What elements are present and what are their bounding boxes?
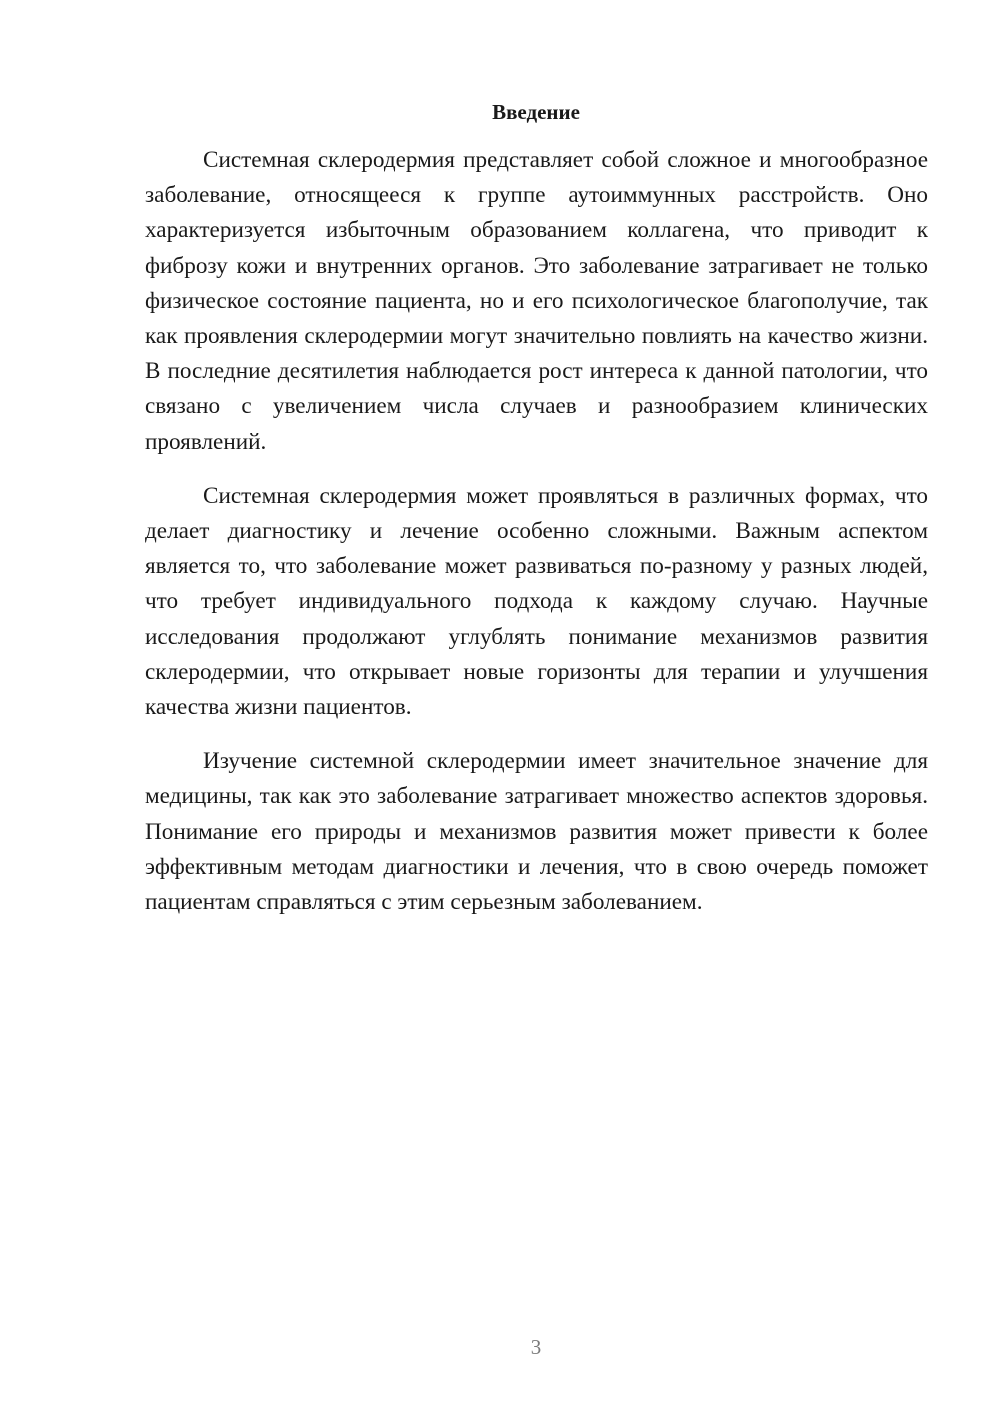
body-text [145, 143, 928, 939]
paragraph-3: Изучение системной склеродермии имеет значительное значение для медицины, так как это заболевание затрагивает множество аспектов здоровья. Понимание его природы и механизмов развития может привести к более эффективным методам диагностики и лечения, что в свою очередь поможет пациентам справляться с этим серьезным заболеванием. [145, 748, 928, 916]
section-heading: Введение [492, 100, 580, 124]
paragraph-2: Системная склеродермия может проявляться в различных формах, что делает диагностику и лечение особенно сложными. Важным аспектом является то, что заболевание может развиваться по-разному у разных людей, что требует индивидуального подхода к каждому случаю. Научные исследования продолжают углублять понимание механизмов развития склеродермии, что открывает новые горизонты для терапии и улучшения качества жизни пациентов. [145, 482, 928, 721]
page-number: 3 [530, 1335, 542, 1359]
paragraph-1: Системная склеродермия представляет собой сложное и многообразное заболевание, относящееся к группе аутоиммунных расстройств. Оно характеризуется избыточным образованием коллагена, что приводит к фиброзу кожи и внутренних органов. Это заболевание затрагивает не только физическое состояние пациента, но и его психологическое благополучие, так как проявления склеродермии могут значительно повлиять на качество жизни. В последние десятилетия наблюдается рост интереса к данной патологии, что связано с увеличением числа случаев и разнообразием клинических проявлений. [145, 147, 928, 455]
